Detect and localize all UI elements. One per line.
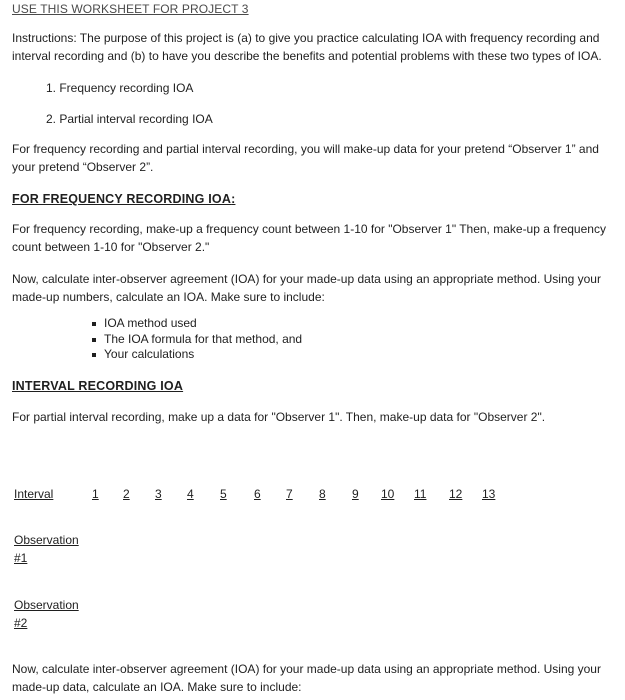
frequency-calc-line-1: Now, calculate inter-observer agreement (IOA) for your made-up data using an appropriate method. Using your <box>12 272 601 286</box>
frequency-heading-text: FOR FREQUENCY RECORDING IOA <box>12 192 232 206</box>
instructions-paragraph <box>12 29 610 65</box>
frequency-count-line-2: count between 1-10 for "Observer 2." <box>12 240 210 254</box>
interval-calc-line-1: Now, calculate inter-observer agreement (IOA) for your made-up data using an appropriate method. Using your <box>12 662 601 676</box>
interval-number: 1 <box>92 487 99 501</box>
interval-number: 4 <box>187 487 194 501</box>
interval-section-heading: INTERVAL RECORDING IOA <box>12 379 184 393</box>
instructions-line-2: interval recording and (b) to have you describe the benefits and potential problems with these two types of IOA. <box>12 49 602 63</box>
interval-number: 10 <box>381 487 395 501</box>
bullet-ioa-method: IOA method used <box>92 316 302 332</box>
bullet-ioa-formula: The IOA formula for that method, and <box>92 332 302 348</box>
frequency-heading-colon: : <box>231 192 236 206</box>
interval-label: Interval <box>14 487 54 501</box>
makeup-line-1: For frequency recording and partial interval recording, you will make-up data for your pretend “Observer 1” and <box>12 142 599 156</box>
frequency-calc-paragraph <box>12 270 610 306</box>
list-item-partial-interval-ioa: 2. Partial interval recording IOA <box>46 112 213 126</box>
interval-number: 12 <box>449 487 463 501</box>
interval-number: 5 <box>220 487 227 501</box>
frequency-section-heading <box>12 190 235 208</box>
interval-number: 9 <box>352 487 359 501</box>
makeup-data-paragraph <box>12 140 610 176</box>
frequency-count-line-1: For frequency recording, make-up a frequency count between 1-10 for "Observer 1" Then, make-up a frequency <box>12 222 606 236</box>
interval-number: 11 <box>414 487 427 501</box>
instructions-line-1: Instructions: The purpose of this project is (a) to give you practice calculating IOA with frequency recording and <box>12 31 600 45</box>
frequency-calc-line-2: made-up numbers, calculate an IOA. Make sure to include: <box>12 290 325 304</box>
interval-number: 7 <box>286 487 293 501</box>
observer-1-number: #1 <box>14 551 28 565</box>
frequency-requirements-list <box>92 316 302 363</box>
observer-2-number: #2 <box>14 616 28 630</box>
interval-calc-paragraph <box>12 660 610 696</box>
interval-number: 8 <box>319 487 326 501</box>
observation-1-label: Observation <box>14 533 79 547</box>
observation-2-label: Observation <box>14 598 79 612</box>
interval-calc-line-2: made-up data, calculate an IOA. Make sure to include: <box>12 680 302 694</box>
makeup-line-2: your pretend “Observer 2”. <box>12 160 154 174</box>
interval-number: 3 <box>155 487 162 501</box>
worksheet-title: USE THIS WORKSHEET FOR PROJECT 3 <box>12 2 249 16</box>
interval-instruction: For partial interval recording, make up a data for "Observer 1". Then, make-up data for "Observer 2". <box>12 410 546 424</box>
interval-number: 6 <box>254 487 261 501</box>
interval-number: 13 <box>482 487 496 501</box>
bullet-calculations: Your calculations <box>92 347 302 363</box>
interval-number: 2 <box>123 487 130 501</box>
frequency-count-paragraph <box>12 220 610 256</box>
list-item-frequency-ioa: 1. Frequency recording IOA <box>46 81 194 95</box>
